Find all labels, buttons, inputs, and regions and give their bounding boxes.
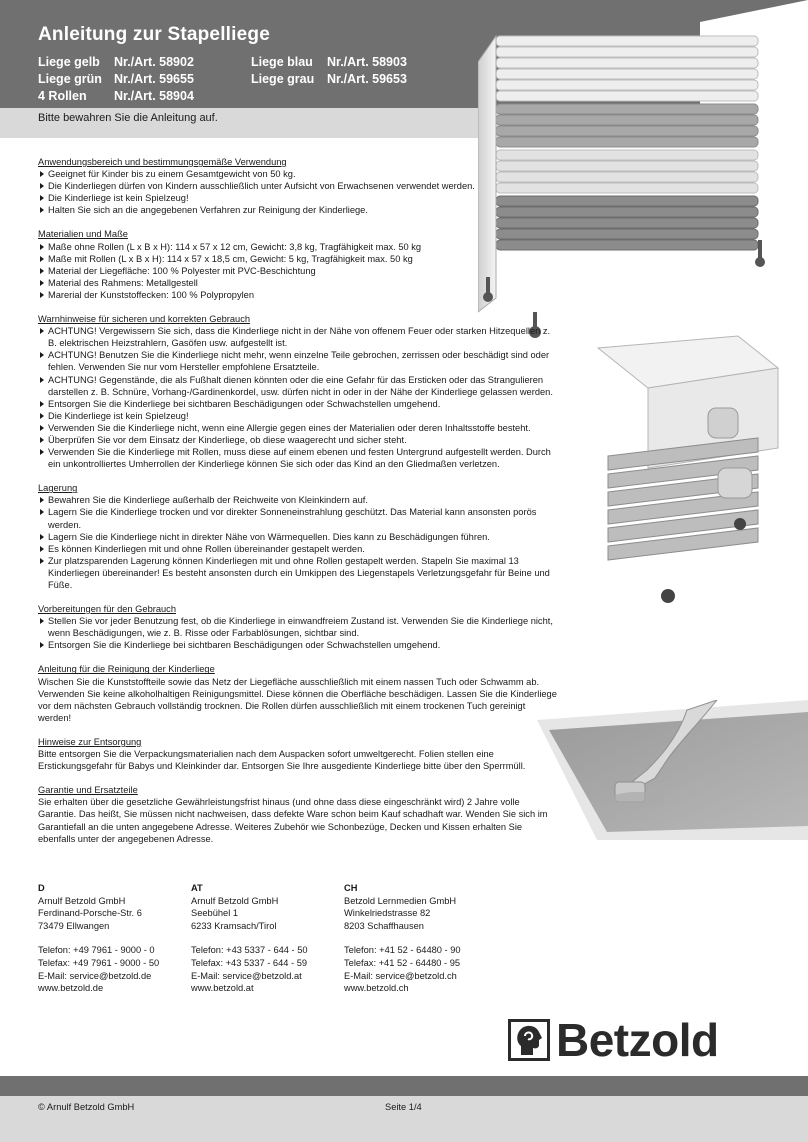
list-item: Stellen Sie vor jeder Benutzung fest, ob die Kinderliege in einwandfreiem Zustand ist. Verwenden Sie die Kinderliege nicht, wenn Beschädigungen, wie z. B. Risse oder Farbablösungen, sichtbar sind. — [38, 615, 558, 639]
section-heading: Hinweise zur Entsorgung — [38, 736, 142, 747]
keep-instructions-note: Bitte bewahren Sie die Anleitung auf. — [38, 112, 218, 124]
cleaning-cot-image — [537, 700, 808, 840]
city: 6233 Kramsach/Tirol — [191, 920, 277, 931]
list-item: Lagern Sie die Kinderliege trocken und vor direkter Sonneneinstrahlung geschützt. Das Material kann ansonsten porös werden. — [38, 506, 558, 530]
list-item: ACHTUNG! Vergewissern Sie sich, dass die Kinderliege nicht in der Nähe von offenem Feuer oder starken Hitzequellen z. B. elektrischen Heizstrahlern, Gasöfen usw. aufgestellt ist. — [38, 325, 558, 349]
list-item: Lagern Sie die Kinderliege nicht in direkter Nähe von Wärmequellen. Dies kann zu Beschädigungen führen. — [38, 531, 558, 543]
logo-wordmark: Betzold — [556, 1014, 719, 1066]
section-heading: Vorbereitungen für den Gebrauch — [38, 604, 177, 615]
company-name: Arnulf Betzold GmbH — [38, 895, 126, 906]
list-item: Die Kinderliegen dürfen von Kindern ausschließlich unter Aufsicht von Erwachsenen verwendet werden. — [38, 180, 558, 192]
website: www.betzold.at — [191, 983, 254, 994]
list-item: Überprüfen Sie vor dem Einsatz der Kinderliege, ob diese waagerecht und sicher steht. — [38, 434, 558, 446]
section-warranty — [38, 784, 558, 844]
section-heading: Lagerung — [38, 483, 78, 494]
list-item: Maße mit Rollen (L x B x H): 114 x 57 x 18,5 cm, Gewicht: 5 kg, Tragfähigkeit max. 50 kg — [38, 253, 558, 265]
list-item: Es können Kinderliegen mit und ohne Rollen übereinander gestapelt werden. — [38, 543, 558, 555]
section-heading: Materialien und Maße — [38, 229, 128, 240]
list-item: Maße ohne Rollen (L x B x H): 114 x 57 x 12 cm, Gewicht: 3,8 kg, Tragfähigkeit max. 50 kg — [38, 241, 558, 253]
list-item: Die Kinderliege ist kein Spielzeug! — [38, 410, 558, 422]
section-heading: Garantie und Ersatzteile — [38, 785, 138, 796]
footer-corner — [718, 1076, 808, 1096]
page-title: Anleitung zur Stapelliege — [38, 24, 270, 45]
section-heading: Anleitung für die Reinigung der Kinderliege — [38, 664, 215, 675]
section-heading: Warnhinweise für sicheren und korrekten Gebrauch — [38, 314, 251, 325]
copyright: © Arnulf Betzold GmbH — [38, 1102, 135, 1112]
article-name: Liege gelb — [38, 55, 100, 69]
section-usage — [38, 156, 558, 216]
email: E-Mail: service@betzold.de — [38, 970, 152, 981]
article-name: Liege grün — [38, 72, 102, 86]
list-item: Entsorgen Sie die Kinderliege bei sichtbaren Beschädigungen oder Schwachstellen umgehend. — [38, 639, 558, 651]
list-item: ACHTUNG! Benutzen Sie die Kinderliege nicht mehr, wenn einzelne Teile gebrochen, zerrissen oder beschädigt sind oder fehlen. Verwenden Sie nur vom Hersteller empfohlene Ersatzteile. — [38, 349, 558, 373]
article-number: Nr./Art. 59655 — [114, 72, 194, 86]
list-item: Zur platzsparenden Lagerung können Kinderliegen mit und ohne Rollen gestapelt werden. Stapeln Sie maximal 13 Kinderliegen übereinander! Es besteht ansonsten durch ein Umkippen des Liegenstapels Verletzungsgefahr für Beine und Füße. — [38, 555, 558, 591]
article-number: Nr./Art. 58904 — [114, 89, 194, 103]
section-preparation — [38, 603, 558, 651]
fax: Telefax: +49 7961 - 9000 - 50 — [38, 957, 160, 968]
street: Seebühel 1 — [191, 908, 239, 919]
phone: Telefon: +41 52 - 64480 - 90 — [344, 945, 461, 956]
email: E-Mail: service@betzold.at — [191, 970, 302, 981]
company-name: Betzold Lernmedien GmbH — [344, 895, 457, 906]
instructions-content — [38, 156, 558, 857]
list-item: Halten Sie sich an die angegebenen Verfahren zur Reinigung der Kinderliege. — [38, 204, 558, 216]
phone: Telefon: +49 7961 - 9000 - 0 — [38, 945, 155, 956]
header-corner-triangle — [700, 0, 808, 22]
article-number: Nr./Art. 59653 — [327, 72, 407, 86]
website: www.betzold.de — [38, 983, 104, 994]
list-item: Geeignet für Kinder bis zu einem Gesamtgewicht von 50 kg. — [38, 168, 558, 180]
list-item: Bewahren Sie die Kinderliege außerhalb der Reichweite von Kleinkindern auf. — [38, 494, 558, 506]
list-item: ACHTUNG! Gegenstände, die als Fußhalt dienen könnten oder die eine Gefahr für das Ersticken oder das Strangulieren darstellen z. B. Schnüre, Vorhang-/Gardinenkordel, usw. dürfen nicht in oder in der Nähe der Kinderliege gelassen werden. — [38, 374, 558, 398]
company-name: Arnulf Betzold GmbH — [191, 895, 279, 906]
country-code: D — [38, 883, 45, 893]
list-item: Material des Rahmens: Metallgestell — [38, 277, 558, 289]
section-storage — [38, 482, 558, 591]
list-item: Die Kinderliege ist kein Spielzeug! — [38, 192, 558, 204]
website: www.betzold.ch — [344, 983, 409, 994]
address-germany — [38, 882, 159, 995]
city: 73479 Ellwangen — [38, 920, 110, 931]
page-number: Seite 1/4 — [385, 1102, 422, 1112]
email: E-Mail: service@betzold.ch — [344, 970, 457, 981]
article-name: Liege blau — [251, 55, 313, 69]
article-name: 4 Rollen — [38, 89, 87, 103]
address-switzerland — [344, 882, 461, 995]
address-austria — [191, 882, 308, 995]
section-warnings — [38, 313, 558, 470]
list-item: Marerial der Kunststoffecken: 100 % Polypropylen — [38, 289, 558, 301]
article-number: Nr./Art. 58903 — [327, 55, 407, 69]
section-text: Sie erhalten über die gesetzliche Gewährleistungsfrist hinaus (und ohne dass diese eingeschränkt wird) 2 Jahre volle Garantie. Das heißt, Sie müssen nicht nachweisen, dass defekte Ware schon beim Kauf schadhaft war. Wenden Sie sich im Garantiefall an die unten angegebene Adresse. Weiteres Zubehör wie Schonbezüge, Decken und Kissen erhalten Sie ebenfalls unter der angegebenen Adresse. — [38, 797, 548, 844]
phone: Telefon: +43 5337 - 644 - 50 — [191, 945, 308, 956]
section-disposal — [38, 736, 558, 772]
section-materials — [38, 228, 558, 301]
street: Winkelriedstrasse 82 — [344, 908, 431, 919]
country-code: CH — [344, 883, 358, 893]
betzold-logo — [508, 1012, 719, 1068]
article-name: Liege grau — [251, 72, 315, 86]
list-item: Verwenden Sie die Kinderliege nicht, wenn eine Allergie gegen eines der Materialien oder deren Inhaltsstoffe besteht. — [38, 422, 558, 434]
list-item: Entsorgen Sie die Kinderliege bei sichtbaren Beschädigungen oder Schwachstellen umgehend. — [38, 398, 558, 410]
section-cleaning — [38, 663, 558, 723]
list-item: Material der Liegefläche: 100 % Polyester mit PVC-Beschichtung — [38, 265, 558, 277]
section-text: Wischen Sie die Kunststoffteile sowie das Netz der Liegefläche ausschließlich mit einem nassen Tuch oder Schwamm ab. Verwenden Sie keine alkoholhaltigen Reinigungsmittel. Diese können die Oberfläche beschädigen. Lassen Sie die Kinderliege vor dem nächsten Gebrauch vollständig trocknen. Die Rollen dürfen ausschließlich mit einem trockenen Tuch gereinigt werden! — [38, 676, 557, 723]
footer-dark-band — [0, 1076, 808, 1096]
fax: Telefax: +43 5337 - 644 - 59 — [191, 957, 308, 968]
section-text: Bitte entsorgen Sie die Verpackungsmaterialien nach dem Auspacken sofort umweltgerecht. Folien stellen eine Erstickungsgefahr für Babys und Kleinkinder dar. Entsorgen Sie Ihre ausgediente Kinderliege bitte über den Sperrmüll. — [38, 749, 526, 772]
section-heading: Anwendungsbereich und bestimmungsgemäße Verwendung — [38, 157, 287, 167]
country-code: AT — [191, 883, 203, 893]
street: Ferdinand-Porsche-Str. 6 — [38, 908, 142, 919]
article-number: Nr./Art. 58902 — [114, 55, 194, 69]
stacked-cots-detail-image — [588, 328, 808, 606]
city: 8203 Schaffhausen — [344, 920, 424, 931]
list-item: Verwenden Sie die Kinderliege mit Rollen, muss diese auf einem ebenen und festen Untergrund aufgestellt werden. Durch ein unkontrolliertes Umherrollen der Kinderliege können Sie sich oder das Kind an den Gliedmaßen verletzen. — [38, 446, 558, 470]
head-profile-icon — [508, 1019, 550, 1061]
fax: Telefax: +41 52 - 64480 - 95 — [344, 957, 461, 968]
